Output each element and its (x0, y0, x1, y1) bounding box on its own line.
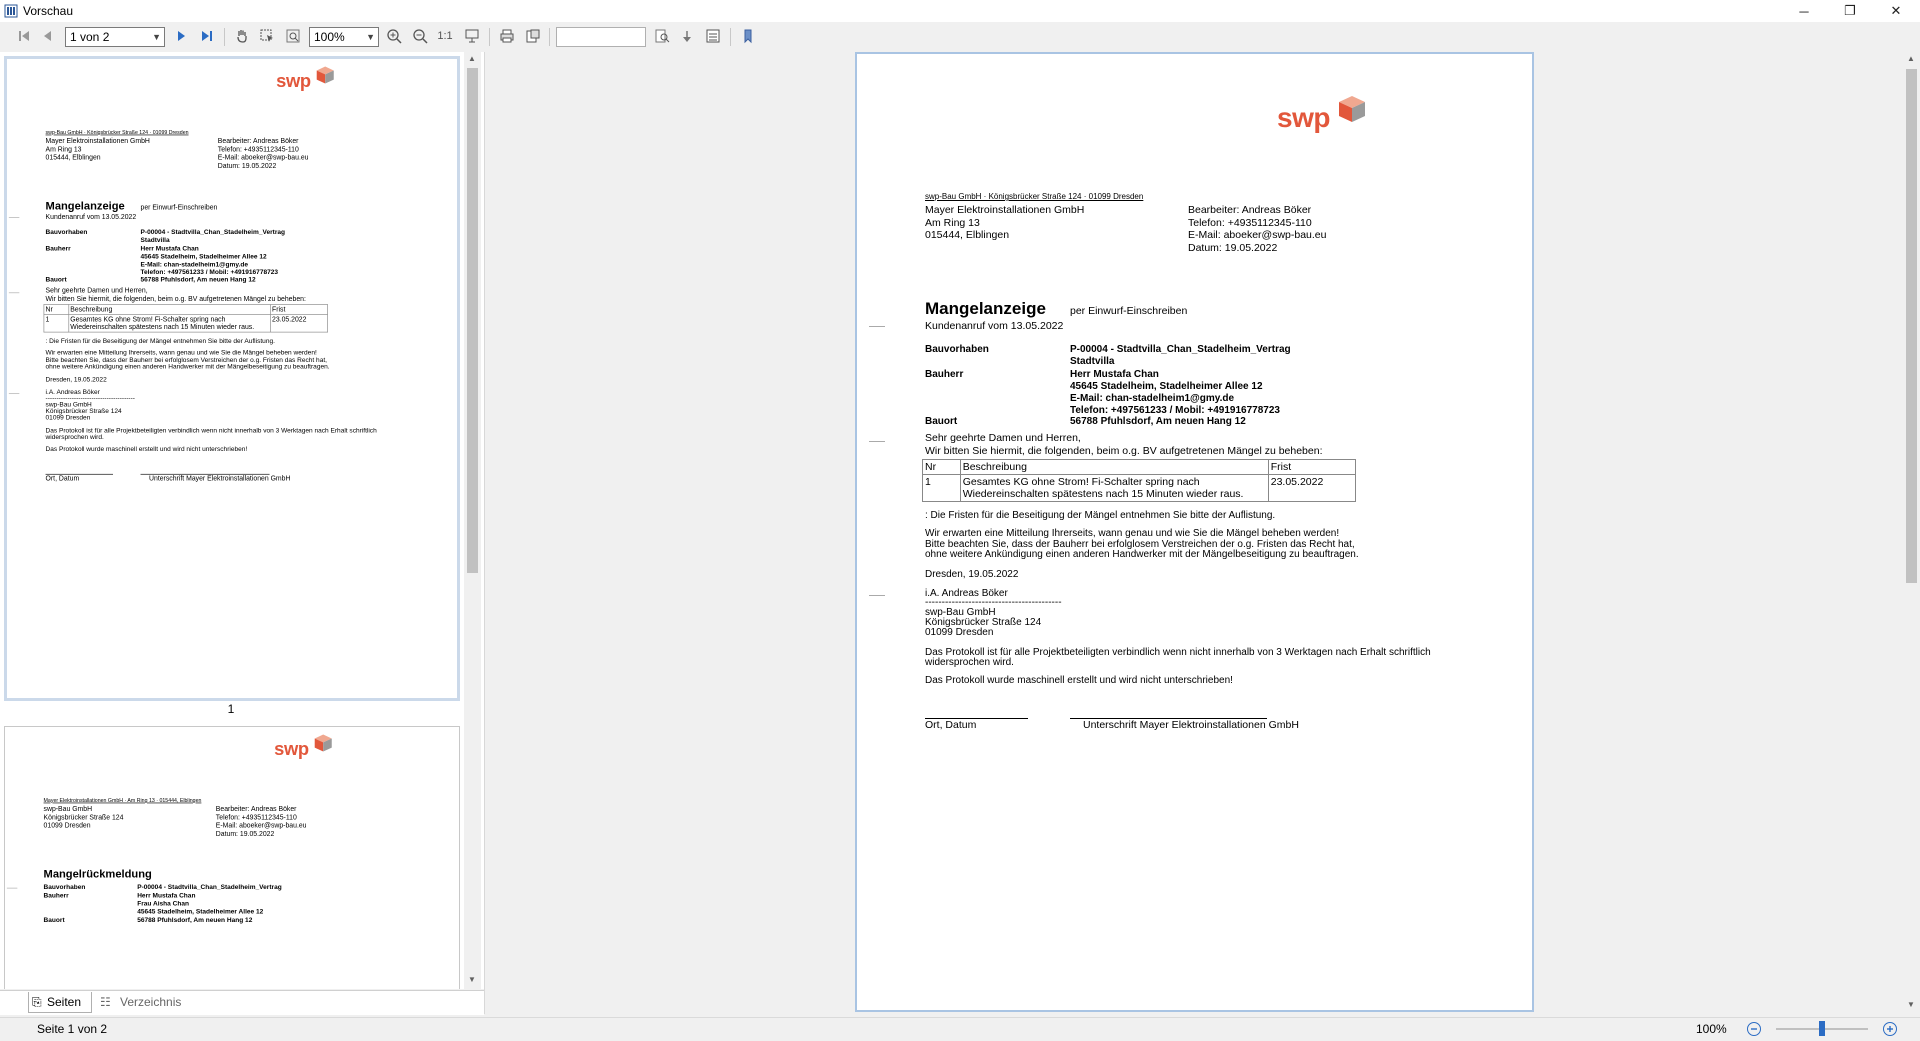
detail-label: Bauort (925, 416, 958, 427)
tab-contents-label: Verzeichnis (120, 995, 182, 1009)
logo-cube-icon (1337, 94, 1367, 124)
table-row (44, 314, 328, 332)
table-of-contents-button[interactable] (702, 25, 724, 47)
print-icon (499, 28, 515, 44)
page-setup-icon (464, 28, 480, 44)
table-cell: 1 (923, 475, 961, 502)
margin-mark (9, 217, 19, 218)
page-selector-value: 1 von 2 (70, 30, 110, 44)
table-header-row (44, 305, 328, 315)
body-paragraph: i.A. Andreas Böker (925, 588, 1008, 599)
table-cell: 1 (44, 314, 69, 332)
detail-value: 45645 Stadelheim, Stadelheimer Allee 12 (137, 908, 264, 916)
contact-line: Bearbeiter: Andreas Böker (217, 137, 299, 146)
detail-value: 56788 Pfuhlsdorf, Am neuen Hang 12 (1070, 416, 1246, 427)
page-thumbnail-1[interactable] (4, 56, 460, 701)
toolbar-separator (549, 28, 550, 46)
body-paragraph: 01099 Dresden (925, 627, 994, 638)
detail-label: Bauherr (925, 369, 964, 380)
first-page-button[interactable] (13, 25, 35, 47)
prev-page-button[interactable] (37, 25, 59, 47)
body-paragraph: swp-Bau GmbH (925, 607, 996, 618)
body-paragraph: Königsbrücker Straße 124 (925, 617, 1042, 628)
document-title: Mangelanzeige (925, 299, 1046, 318)
company-logo (276, 65, 342, 91)
sender-line: Mayer Elektroinstallationen GmbH · Am Ring 13 · 015444, Elblingen (43, 797, 202, 804)
defects-table (922, 459, 1356, 502)
body-paragraph: Bitte beachten Sie, dass der Bauherr bei erfolglosem Verstreichen der o.g. Fristen das Recht hat, (45, 356, 327, 364)
scroll-down-icon[interactable]: ▼ (1907, 1000, 1915, 1009)
body-paragraph: Das Protokoll wurde maschinell erstellt und wird nicht unterschrieben! (925, 675, 1233, 686)
zoom-in-icon[interactable] (1882, 1021, 1898, 1037)
recipient-line: Königsbrücker Straße 124 (43, 813, 124, 822)
detail-value: 56788 Pfuhlsdorf, Am neuen Hang 12 (140, 276, 256, 284)
table-header-cell: Beschreibung (69, 305, 271, 315)
detail-value: Stadtvilla (1070, 356, 1115, 367)
company-logo (1277, 94, 1377, 134)
recipient-line: 01099 Dresden (43, 821, 91, 830)
print-button[interactable] (496, 25, 518, 47)
contact-line: Telefon: +4935112345-110 (215, 813, 297, 822)
body-paragraph: ----------------------------------------- (45, 394, 135, 402)
zoom-out-button[interactable] (409, 25, 431, 47)
detail-value: Herr Mustafa Chan (140, 245, 199, 253)
app-icon (4, 4, 18, 18)
body-paragraph: Das Protokoll wurde maschinell erstellt und wird nicht unterschrieben! (45, 445, 248, 453)
detail-label: Bauort (43, 916, 65, 924)
scroll-up-icon[interactable]: ▲ (468, 54, 476, 63)
tab-pages[interactable] (28, 992, 92, 1013)
last-page-icon (199, 28, 215, 44)
status-page-info: Seite 1 von 2 (37, 1022, 108, 1036)
find-icon (654, 28, 670, 44)
logo-cube-icon (313, 733, 333, 753)
contact-line: Telefon: +4935112345-110 (217, 145, 299, 154)
thumbnail-page-number: 1 (227, 702, 235, 716)
detail-label: Bauvorhaben (925, 344, 989, 355)
arrow-down-icon (679, 28, 695, 44)
body-paragraph: Wir erwarten eine Mitteilung Ihrerseits, wann genau und wie Sie die Mängel beheben werden! (925, 528, 1340, 539)
preview-scrollbar[interactable] (1903, 52, 1920, 1014)
detail-value: E-Mail: chan-stadelheim1@gmy.de (140, 261, 248, 269)
table-cell: Gesamtes KG ohne Strom! Fi-Schalter spring nach Wiedereinschalten spätestens nach 15 Minuten wieder raus. (69, 314, 271, 332)
document-title-note: per Einwurf-Einschreiben (140, 203, 218, 212)
detail-value: 45645 Stadelheim, Stadelheimer Allee 12 (140, 253, 267, 261)
thumbnail-scroll-thumb[interactable] (467, 68, 478, 573)
table-cell: 23.05.2022 (1268, 475, 1355, 502)
signature-label-right: Unterschrift Mayer Elektroinstallationen GmbH (1083, 719, 1299, 731)
logo-cube-icon (315, 65, 335, 85)
sender-line: swp-Bau GmbH · Königsbrücker Straße 124 · 01099 Dresden (45, 129, 189, 136)
contact-line: Datum: 19.05.2022 (215, 829, 275, 838)
table-header-cell: Nr (44, 305, 69, 315)
bookmark-button[interactable] (737, 25, 759, 47)
detail-value: Stadtvilla (140, 236, 170, 245)
table-header-cell: Frist (1268, 460, 1355, 475)
body-paragraph: ohne weitere Ankündigung einen anderen Handwerker mit der Mängelbeseitigung zu beauftragen. (925, 549, 1359, 560)
thumbnail-document (4, 56, 459, 668)
intro-text: Wir bitten Sie hiermit, die folgenden, beim o.g. BV aufgetretenen Mängel zu beheben: (45, 295, 306, 303)
document-subtitle: Kundenanruf vom 13.05.2022 (45, 213, 137, 222)
thumbnail-scrollbar[interactable] (464, 52, 481, 989)
last-page-button[interactable] (196, 25, 218, 47)
document-subtitle: Kundenanruf vom 13.05.2022 (925, 320, 1064, 332)
logo-text: swp (274, 738, 309, 759)
recipient-line: Am Ring 13 (45, 145, 82, 154)
logo-text: swp (276, 70, 311, 91)
margin-mark (9, 292, 19, 293)
next-page-button[interactable] (170, 25, 192, 47)
table-header-cell: Beschreibung (960, 460, 1268, 475)
detail-label: Bauherr (43, 892, 69, 900)
body-paragraph: Bitte beachten Sie, dass der Bauherr bei erfolglosem Verstreichen der o.g. Fristen das Recht hat, (925, 539, 1355, 550)
detail-value: 45645 Stadelheim, Stadelheimer Allee 12 (1070, 381, 1263, 392)
pages-icon: ⎘ (32, 995, 42, 1009)
zoom-out-icon (412, 28, 428, 44)
list-icon (705, 28, 721, 44)
detail-value: P-00004 - Stadtvilla_Chan_Stadelheim_Vertrag (1070, 344, 1291, 355)
greeting: Sehr geehrte Damen und Herren, (925, 432, 1081, 444)
preview-scroll-thumb[interactable] (1906, 69, 1917, 583)
body-paragraph: Königsbrücker Straße 124 (45, 407, 122, 415)
body-paragraph: 01099 Dresden (45, 414, 91, 422)
defects-table (44, 304, 328, 332)
chevron-down-icon: ▼ (152, 32, 161, 42)
body-paragraph: widersprochen wird. (925, 657, 1014, 668)
detail-value: P-00004 - Stadtvilla_Chan_Stadelheim_Vertrag (137, 883, 282, 892)
prev-page-icon (40, 28, 56, 44)
contact-line: Datum: 19.05.2022 (217, 161, 277, 170)
signature-label-left: Ort, Datum (925, 719, 977, 731)
window-title: Vorschau (23, 4, 74, 18)
body-paragraph: : Die Fristen für die Beseitigung der Mängel entnehmen Sie bitte der Auflistung. (45, 337, 275, 345)
detail-label: Bauort (45, 276, 67, 284)
export-button[interactable] (522, 25, 544, 47)
hand-tool-button[interactable] (231, 25, 253, 47)
close-button[interactable]: ✕ (1890, 3, 1902, 18)
find-button[interactable] (651, 25, 673, 47)
status-bar (0, 1017, 1920, 1041)
search-input[interactable] (556, 27, 646, 47)
contents-icon: ☷ (100, 995, 111, 1009)
toolbar-separator (224, 28, 225, 46)
body-paragraph: widersprochen wird. (45, 433, 104, 442)
actual-size-button[interactable]: 1:1 (437, 30, 453, 42)
recipient-line: Am Ring 13 (925, 216, 980, 229)
contact-line: Telefon: +4935112345-110 (1188, 216, 1312, 229)
thumbnail-pane[interactable] (0, 52, 484, 989)
chevron-down-icon: ▼ (366, 32, 375, 42)
contact-line: Datum: 19.05.2022 (1188, 241, 1278, 254)
recipient-line: Mayer Elektroinstallationen GmbH (925, 204, 1085, 216)
detail-value: Telefon: +497561233 / Mobil: +491916778723 (1070, 405, 1280, 416)
status-zoom: 100% (1696, 1022, 1727, 1036)
table-row (923, 475, 1356, 502)
detail-value: Frau Aisha Chan (137, 900, 190, 908)
body-paragraph: swp-Bau GmbH (45, 401, 92, 409)
toolbar (0, 22, 1920, 52)
page-selector[interactable] (65, 27, 165, 47)
zoom-select-button[interactable] (282, 25, 304, 47)
contact-line: E-Mail: aboeker@swp-bau.eu (217, 153, 309, 162)
maximize-button[interactable]: ❐ (1844, 3, 1856, 18)
body-paragraph: ----------------------------------------- (925, 597, 1062, 608)
document-title-note: per Einwurf-Einschreiben (1070, 305, 1188, 317)
body-paragraph: Dresden, 19.05.2022 (925, 569, 1019, 580)
company-logo (274, 733, 340, 759)
toolbar-separator (730, 28, 731, 46)
signature-label-right: Unterschrift Mayer Elektroinstallationen GmbH (149, 474, 291, 483)
detail-value: Herr Mustafa Chan (1070, 369, 1159, 380)
body-paragraph: Das Protokoll ist für alle Projektbeteiligten verbindlich wenn nicht innerhalb von 3 Werktagen nach Erhalt schriftlich (45, 427, 377, 435)
zoom-rect-icon (285, 28, 301, 44)
contact-line: E-Mail: aboeker@swp-bau.eu (1188, 229, 1327, 241)
zoom-out-icon[interactable] (1746, 1021, 1762, 1037)
margin-mark (869, 595, 885, 596)
tab-contents[interactable] (100, 992, 190, 1012)
table-cell: Gesamtes KG ohne Strom! Fi-Schalter spring nach Wiedereinschalten spätestens nach 15 Minuten wieder raus. (960, 475, 1268, 502)
document-page (855, 52, 1534, 1012)
select-icon (259, 28, 275, 44)
next-page-icon (173, 28, 189, 44)
document-content (857, 54, 1534, 1012)
margin-mark (9, 393, 19, 394)
contact-line: Bearbeiter: Andreas Böker (215, 805, 297, 814)
first-page-icon (16, 28, 32, 44)
body-paragraph: Wir erwarten eine Mitteilung Ihrerseits, wann genau und wie Sie die Mängel beheben werden! (45, 349, 317, 357)
contact-line: E-Mail: aboeker@swp-bau.eu (215, 821, 307, 830)
bookmark-icon (740, 28, 756, 44)
detail-value: 56788 Pfuhlsdorf, Am neuen Hang 12 (137, 916, 253, 924)
recipient-line: 015444, Elblingen (45, 153, 101, 162)
page-setup-button[interactable] (461, 25, 483, 47)
body-paragraph: i.A. Andreas Böker (45, 388, 100, 396)
export-icon (525, 28, 541, 44)
detail-label: Bauvorhaben (43, 883, 86, 892)
table-header-row (923, 460, 1356, 475)
recipient-line: swp-Bau GmbH (43, 805, 93, 814)
select-tool-button[interactable] (256, 25, 278, 47)
scroll-down-icon[interactable]: ▼ (468, 975, 476, 984)
detail-value: E-Mail: chan-stadelheim1@gmy.de (1070, 393, 1235, 404)
signature-label-left: Ort, Datum (45, 474, 80, 483)
page-thumbnail-2[interactable] (4, 726, 460, 989)
title-bar (0, 0, 1920, 22)
zoom-slider-handle[interactable] (1819, 1021, 1825, 1036)
margin-mark (7, 888, 17, 889)
detail-value: Herr Mustafa Chan (137, 892, 196, 900)
logo-text: swp (1277, 102, 1330, 133)
table-cell: 23.05.2022 (270, 314, 327, 332)
thumbnail-document (4, 726, 457, 989)
minimize-button[interactable]: ─ (1799, 3, 1809, 19)
zoom-selector[interactable] (309, 27, 379, 47)
sender-line: swp-Bau GmbH · Königsbrücker Straße 124 · 01099 Dresden (925, 192, 1144, 201)
margin-mark (869, 441, 885, 442)
detail-value: Telefon: +497561233 / Mobil: +491916778723 (140, 268, 279, 277)
detail-label: Bauvorhaben (45, 228, 88, 237)
scroll-up-icon[interactable]: ▲ (1907, 54, 1915, 63)
body-paragraph: ohne weitere Ankündigung einen anderen Handwerker mit der Mängelbeseitigung zu beauftragen. (45, 363, 330, 371)
zoom-in-button[interactable] (383, 25, 405, 47)
zoom-in-icon (386, 28, 402, 44)
margin-mark (869, 326, 885, 327)
hand-icon (234, 28, 250, 44)
recipient-line: Mayer Elektroinstallationen GmbH (45, 137, 150, 146)
toolbar-separator (489, 28, 490, 46)
table-header-cell: Frist (270, 305, 327, 315)
tab-pages-label: Seiten (47, 995, 82, 1009)
table-header-cell: Nr (923, 460, 961, 475)
document-title: Mangelanzeige (45, 199, 125, 212)
body-paragraph: Dresden, 19.05.2022 (45, 376, 107, 384)
pane-tabs (0, 990, 484, 1015)
detail-label: Bauherr (45, 245, 71, 253)
find-next-button[interactable] (676, 25, 698, 47)
body-paragraph: : Die Fristen für die Beseitigung der Mängel entnehmen Sie bitte der Auflistung. (925, 510, 1276, 521)
document-title: Mangelrückmeldung (43, 867, 152, 880)
intro-text: Wir bitten Sie hiermit, die folgenden, beim o.g. BV aufgetretenen Mängel zu beheben: (925, 445, 1323, 457)
zoom-selector-value: 100% (314, 30, 345, 44)
detail-value: P-00004 - Stadtvilla_Chan_Stadelheim_Vertrag (140, 228, 286, 237)
body-paragraph: Das Protokoll ist für alle Projektbeteiligten verbindlich wenn nicht innerhalb von 3 Werktagen nach Erhalt schriftlich (925, 647, 1431, 658)
greeting: Sehr geehrte Damen und Herren, (45, 286, 148, 295)
recipient-line: 015444, Elblingen (925, 229, 1010, 241)
contact-line: Bearbeiter: Andreas Böker (1188, 204, 1312, 216)
